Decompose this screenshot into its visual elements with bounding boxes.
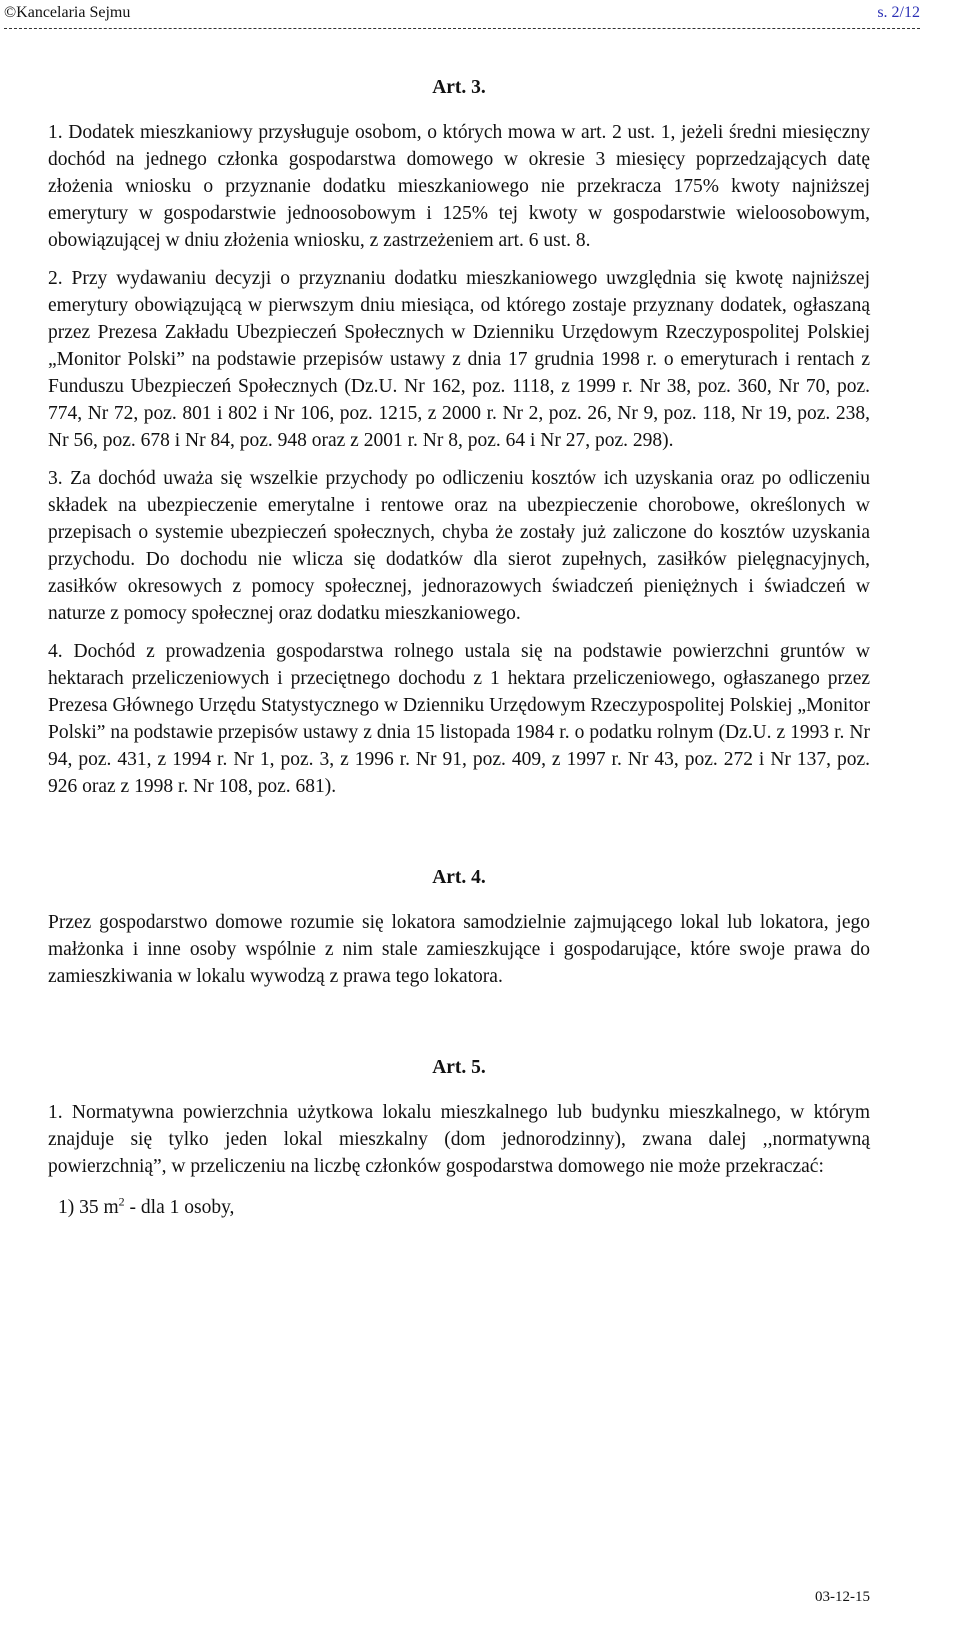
publisher-label: ©Kancelaria Sejmu: [4, 4, 131, 21]
art-5-para-1: 1. Normatywna powierzchnia użytkowa lokalu mieszkalnego lub budynku mieszkalnego, w którym znajduje się tylko jeden lokal mieszkalny (dom jednorodzinny), zwana dalej ,,normatywną powierzchnią”, w przeliczeniu na liczbę członków gospodarstwa domowego nie może przekraczać:: [48, 1102, 870, 1177]
document-body: [48, 60, 870, 1221]
header-rule: [4, 28, 920, 29]
item-1-prefix: 1) 35 m: [58, 1197, 119, 1218]
art-3-para-2: 2. Przy wydawaniu decyzji o przyznaniu dodatku mieszkaniowego uwzględnia się kwotę najniższej emerytury obowiązującą w pierwszym dniu miesiąca, od którego zostaje przyznany dodatek, ogłaszaną przez Prezesa Zakładu Ubezpieczeń Społecznych w Dzienniku Urzędowym Rzeczypospolitej Polskiej „Monitor Polski” na podstawie przepisów ustawy z dnia 17 grudnia 1998 r. o emeryturach i rentach z Funduszu Ubezpieczeń Społecznych (Dz.U. Nr 162, poz. 1118, z 1999 r. Nr 38, poz. 360, Nr 70, poz. 774, Nr 72, poz. 801 i 802 i Nr 106, poz. 1215, z 2000 r. Nr 2, poz. 26, Nr 9, poz. 118, Nr 19, poz. 238, Nr 56, poz. 678 i Nr 84, poz. 948 oraz z 2001 r. Nr 8, poz. 64 i Nr 27, poz. 298).: [48, 268, 870, 451]
page-header: [4, 4, 920, 26]
art-3-title: Art. 3.: [432, 77, 486, 98]
art-3-para-3: 3. Za dochód uważa się wszelkie przychody po odliczeniu kosztów ich uzyskania oraz po odliczeniu składek na ubezpieczenie emerytalne i rentowe oraz na ubezpieczenie chorobowe, określonych w przepisach o systemie ubezpieczeń społecznych, chyba że zostały już zaliczone do kosztów uzyskania przychodu. Do dochodu nie wlicza się dodatków dla sierot zupełnych, zasiłków pielęgnacyjnych, zasiłków okresowych z pomocy społecznej, jednorazowych świadczeń pieniężnych i świadczeń w naturze z pomocy społecznej oraz dodatku mieszkaniowego.: [48, 468, 870, 624]
page-footer-date: 03-12-15: [815, 1589, 870, 1605]
art-5-item-1: [48, 1194, 870, 1221]
art-4-para-1: Przez gospodarstwo domowe rozumie się lokatora samodzielnie zajmującego lokal lub lokatora, jego małżonka i inne osoby wspólnie z nim stale zamieszkujące i gospodarujące, które swoje prawa do zamieszkiwania w lokalu wywodzą z prawa tego lokatora.: [48, 912, 870, 987]
item-1-superscript: 2: [118, 1194, 125, 1209]
art-3-para-1: 1. Dodatek mieszkaniowy przysługuje osobom, o których mowa w art. 2 ust. 1, jeżeli średni miesięczny dochód na jednego członka gospodarstwa domowego w okresie 3 miesięcy poprzedzających datę złożenia wniosku o przyznanie dodatku mieszkaniowego nie przekracza 175% kwoty najniższej emerytury w gospodarstwie jednoosobowym i 125% tej kwoty w gospodarstwie wieloosobowym, obowiązującej w dniu złożenia wniosku, z zastrzeżeniem art. 6 ust. 8.: [48, 122, 870, 251]
page-number-link[interactable]: s. 2/12: [877, 4, 920, 21]
art-4-title: Art. 4.: [432, 867, 486, 888]
art-5-title: Art. 5.: [432, 1057, 486, 1078]
art-3-para-4: 4. Dochód z prowadzenia gospodarstwa rolnego ustala się na podstawie powierzchni gruntów w hektarach przeliczeniowych i przeciętnego dochodu z 1 hektara przeliczeniowego, ogłaszanego przez Prezesa Głównego Urzędu Statystycznego w Dzienniku Urzędowym Rzeczypospolitej Polskiej „Monitor Polski” na podstawie przepisów ustawy z dnia 15 listopada 1984 r. o podatku rolnym (Dz.U. z 1993 r. Nr 94, poz. 431, z 1994 r. Nr 1, poz. 3, z 1996 r. Nr 91, poz. 409, z 1997 r. Nr 43, poz. 272 i Nr 137, poz. 926 oraz z 1998 r. Nr 108, poz. 681).: [48, 641, 870, 797]
item-1-suffix: - dla 1 osoby,: [124, 1197, 235, 1218]
